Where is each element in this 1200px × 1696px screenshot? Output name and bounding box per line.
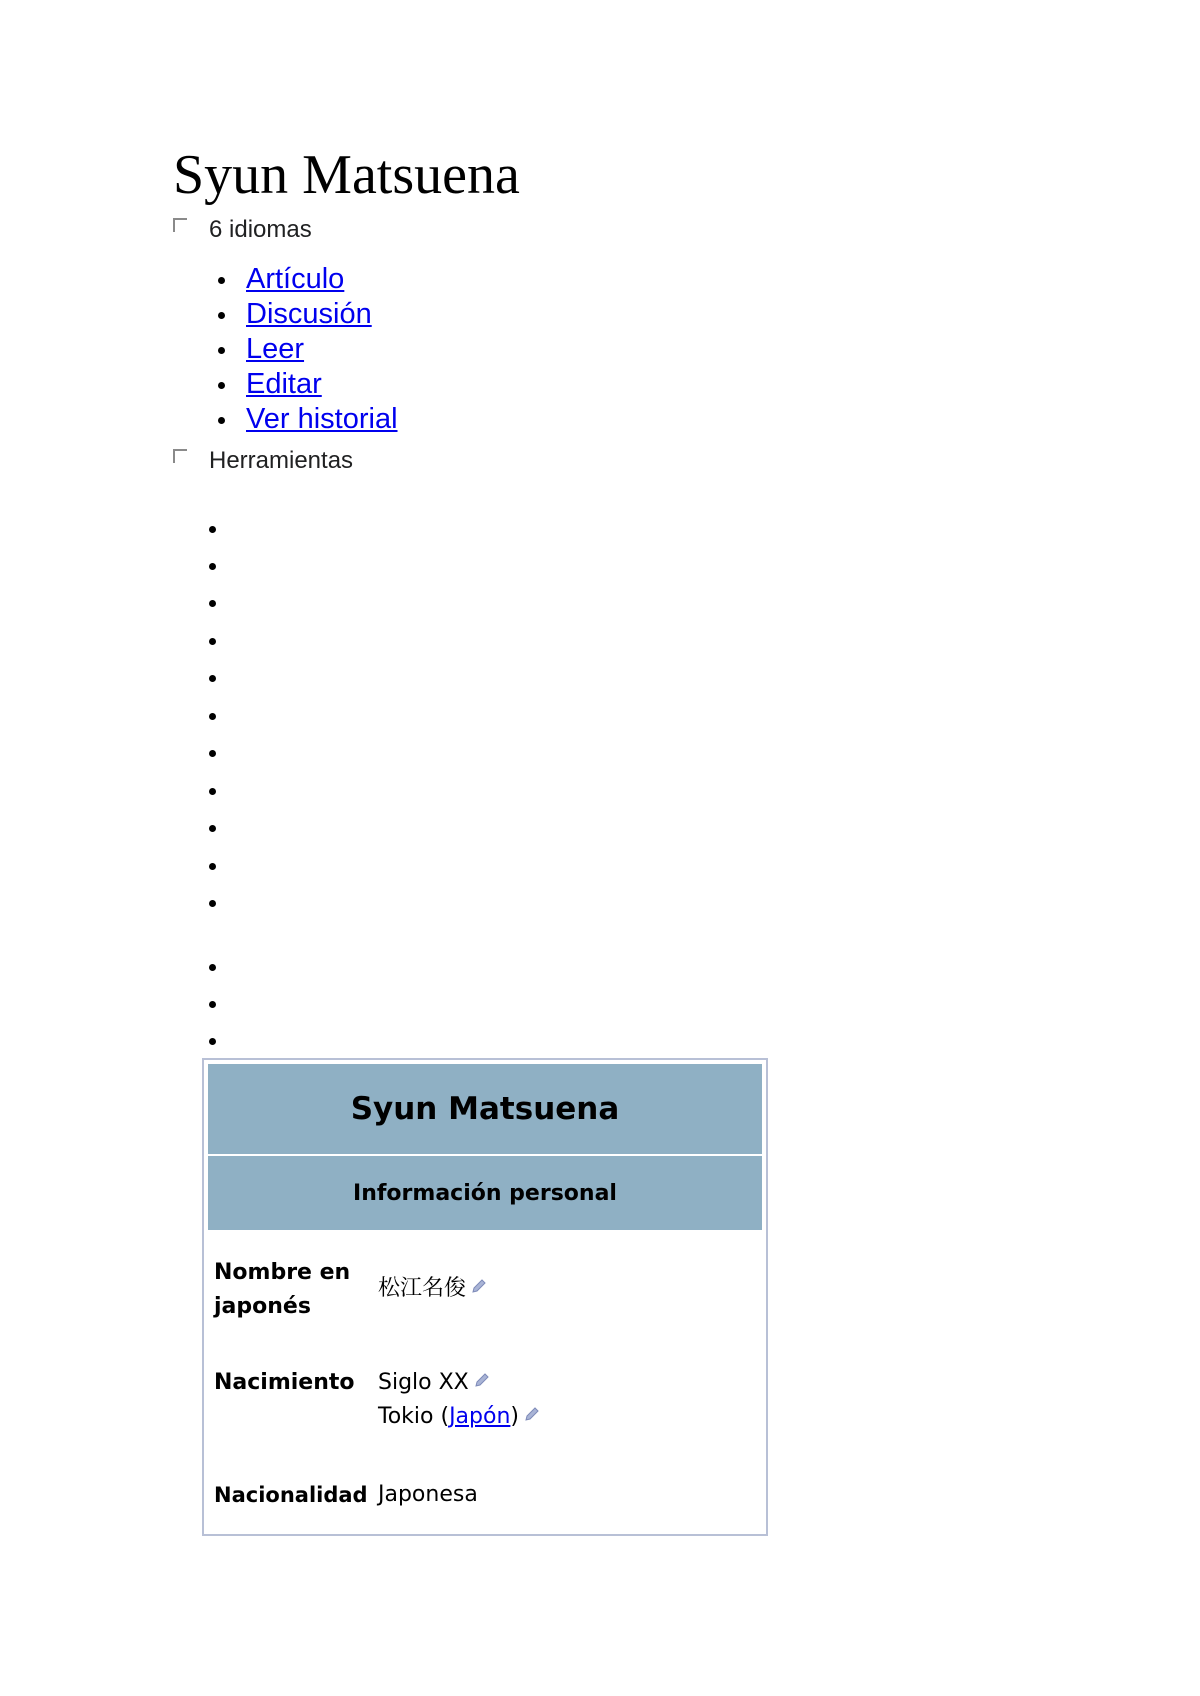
birth-place-prefix: Tokio ( xyxy=(378,1404,450,1429)
empty-list-bullet xyxy=(209,788,216,795)
birth-place-suffix: ) xyxy=(510,1404,519,1429)
birth-line-1 xyxy=(378,1366,748,1400)
empty-list-bullet xyxy=(209,1038,216,1045)
empty-list-bullet xyxy=(209,638,216,645)
infobox-value-japanese-name xyxy=(378,1272,748,1306)
empty-list-bullet xyxy=(209,563,216,570)
empty-list-bullet xyxy=(209,600,216,607)
tab-leer-link[interactable]: Leer xyxy=(246,333,305,365)
tab-editar-link[interactable]: Editar xyxy=(246,368,322,400)
infobox-label-birth: Nacimiento xyxy=(214,1370,355,1395)
page-tabs xyxy=(218,262,398,437)
infobox-section-header: Información personal xyxy=(208,1156,762,1230)
tab-discusion-link[interactable]: Discusión xyxy=(246,298,372,330)
tab-discusion xyxy=(218,297,398,332)
empty-list-bullet xyxy=(209,750,216,757)
infobox-label-japanese-name: Nombre en japonés xyxy=(214,1260,351,1319)
checkbox-toggle-icon[interactable] xyxy=(173,449,187,463)
birth-line-2 xyxy=(378,1400,748,1434)
infobox-label-nationality: Nacionalidad xyxy=(214,1483,368,1507)
empty-list-bullet xyxy=(209,900,216,907)
infobox-value-birth xyxy=(378,1366,748,1434)
tab-ver-historial-link[interactable]: Ver historial xyxy=(246,403,398,435)
infobox-title: Syun Matsuena xyxy=(208,1064,762,1154)
tab-ver-historial xyxy=(218,402,398,437)
tab-articulo-link[interactable]: Artículo xyxy=(246,263,345,295)
japan-link[interactable]: Japón xyxy=(449,1404,511,1429)
empty-list-bullet xyxy=(209,825,216,832)
pencil-edit-icon[interactable] xyxy=(473,1366,491,1400)
tools-label[interactable]: Herramientas xyxy=(209,447,354,474)
empty-list-bullet xyxy=(209,964,216,971)
empty-list-bullet xyxy=(209,675,216,682)
japanese-name-text: 松江名俊 xyxy=(378,1276,467,1301)
tab-editar xyxy=(218,367,398,402)
empty-list-bullet xyxy=(209,1001,216,1008)
empty-list-bullet xyxy=(209,526,216,533)
pencil-edit-icon[interactable] xyxy=(470,1272,488,1306)
pencil-edit-icon[interactable] xyxy=(523,1400,541,1434)
birth-century-text: Siglo XX xyxy=(378,1370,469,1395)
empty-list-bullet xyxy=(209,713,216,720)
page-title: Syun Matsuena xyxy=(173,144,520,206)
empty-list-bullet xyxy=(209,863,216,870)
infobox xyxy=(202,1058,768,1536)
languages-label[interactable]: 6 idiomas xyxy=(209,216,312,243)
tab-leer xyxy=(218,332,398,367)
checkbox-toggle-icon[interactable] xyxy=(173,218,187,232)
infobox-value-nationality: Japonesa xyxy=(378,1482,478,1507)
tab-articulo xyxy=(218,262,398,297)
